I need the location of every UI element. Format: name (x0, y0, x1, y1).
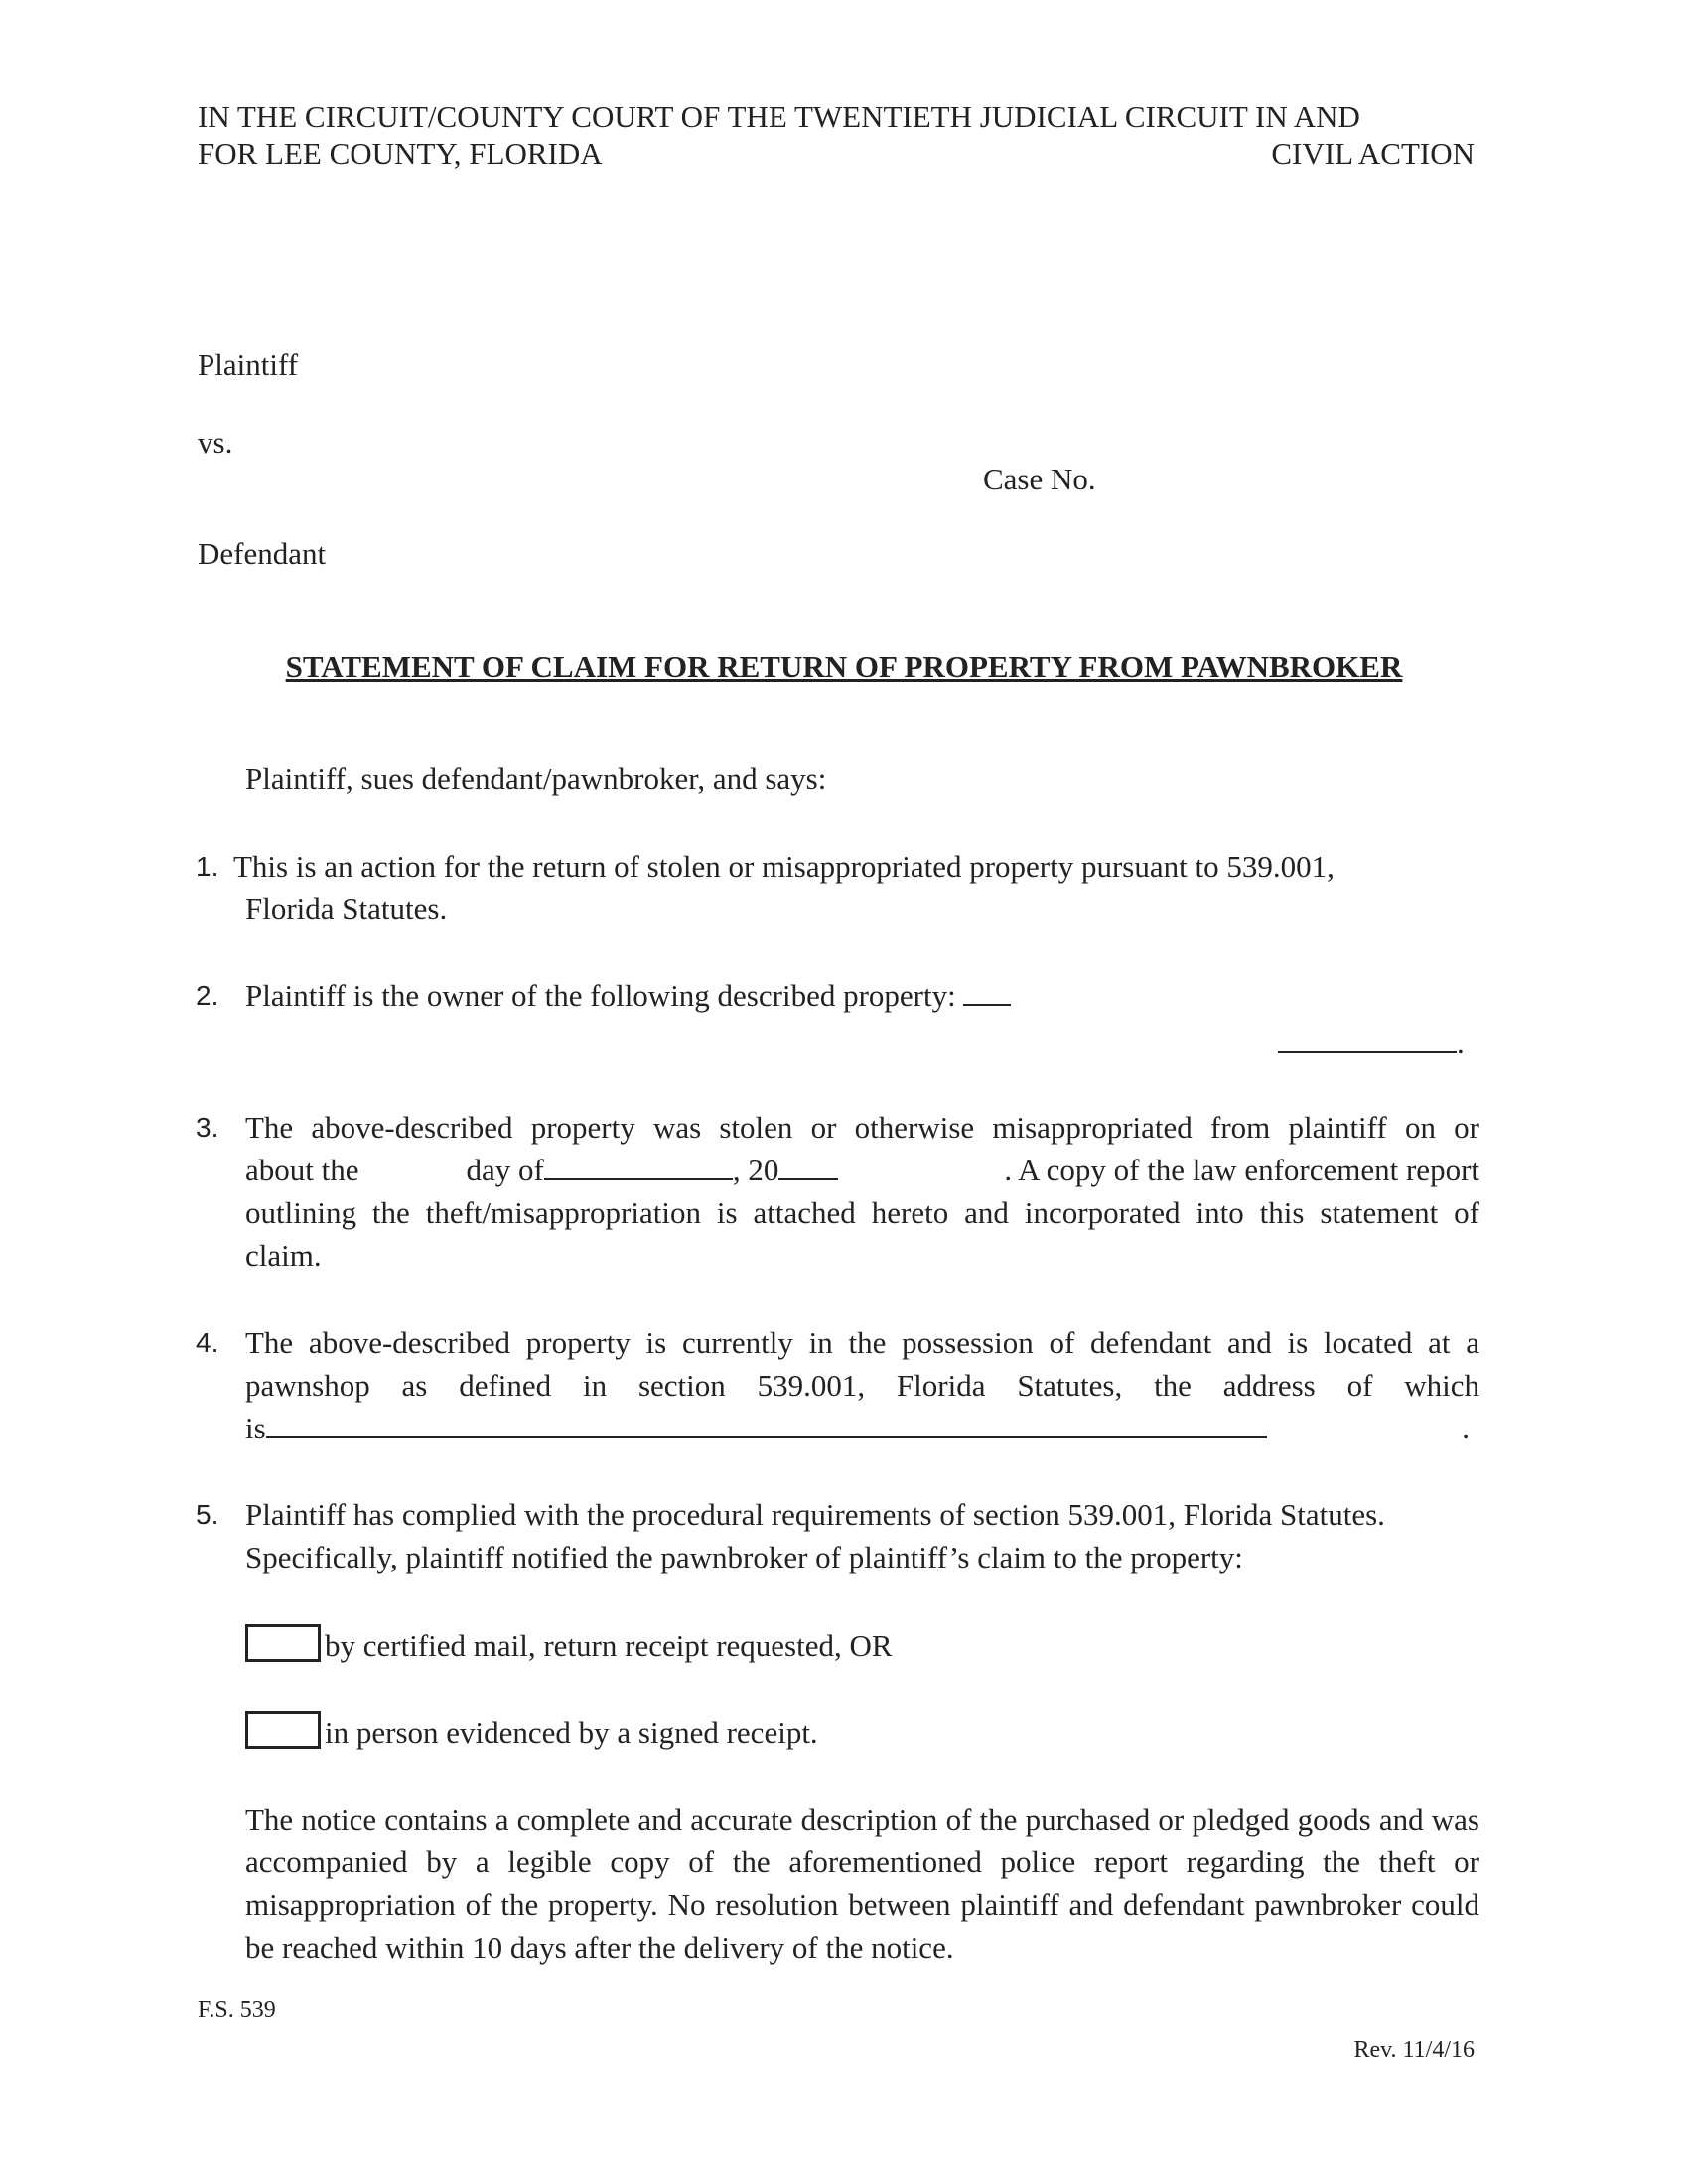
civil-action-label: CIVIL ACTION (1271, 136, 1475, 171)
item-number: 2. (196, 980, 219, 1011)
item-4-line2: pawnshop as defined in section 539.001, Florida Statutes, the address of which (245, 1368, 1479, 1403)
option-certified-mail[interactable] (245, 1624, 893, 1667)
checkbox[interactable] (245, 1711, 321, 1749)
item-1-continuation: Florida Statutes. (245, 891, 448, 926)
period: . (1462, 1411, 1470, 1445)
court-header-line1: IN THE CIRCUIT/COUNTY COURT OF THE TWENTIETH JUDICIAL CIRCUIT IN AND (198, 99, 1360, 134)
item-3-text (245, 1106, 1479, 1277)
plaintiff-label: Plaintiff (198, 347, 299, 382)
item-2-line2 (1278, 1022, 1465, 1064)
copy-report-text: . A copy of the law enforcement report (1004, 1153, 1479, 1187)
about-the-text: about the (245, 1153, 359, 1187)
case-number-label: Case No. (983, 462, 1096, 496)
item-3-line2 (245, 1149, 1479, 1191)
year-prefix: , 20 (732, 1153, 779, 1187)
option-label: by certified mail, return receipt requested, OR (325, 1628, 893, 1663)
statute-reference: F.S. 539 (198, 1997, 276, 2023)
item-5-line1: Plaintiff has complied with the procedural requirements of section 539.001, Florida Statutes. (245, 1497, 1385, 1532)
item-1-text: This is an action for the return of stolen or misappropriated property pursuant to 539.001, (233, 849, 1335, 884)
checkbox[interactable] (245, 1624, 321, 1662)
period: . (1457, 1025, 1465, 1060)
item-3-line3: outlining the theft/misappropriation is attached hereto and incorporated into this statement of (245, 1195, 1479, 1230)
item-4-line1: The above-described property is currently in the possession of defendant and is located at a (245, 1325, 1479, 1360)
item-2-line (245, 974, 1011, 1017)
item-number: 3. (196, 1112, 219, 1143)
item-3-line4: claim. (245, 1238, 322, 1273)
item-number: 5. (196, 1499, 219, 1530)
address-blank[interactable] (266, 1409, 1267, 1438)
month-blank[interactable] (544, 1151, 733, 1180)
revision-date: Rev. 11/4/16 (1353, 2037, 1475, 2063)
defendant-label: Defendant (198, 536, 327, 571)
document-title: STATEMENT OF CLAIM FOR RETURN OF PROPERTY FROM PAWNBROKER (285, 649, 1403, 684)
item-4-line3 (245, 1407, 1479, 1449)
is-text: is (245, 1411, 266, 1445)
day-of-text: day of (466, 1153, 544, 1187)
item-3-line1: The above-described property was stolen or otherwise misappropriated from plaintiff on or (245, 1110, 1479, 1145)
court-header-line2: FOR LEE COUNTY, FLORIDA (198, 136, 603, 171)
option-label: in person evidenced by a signed receipt. (325, 1715, 818, 1750)
item-2-text: Plaintiff is the owner of the following described property: (245, 978, 956, 1013)
intro-text: Plaintiff, sues defendant/pawnbroker, and says: (245, 761, 827, 796)
property-description-blank[interactable] (1278, 1024, 1457, 1053)
option-in-person[interactable] (245, 1711, 818, 1754)
year-blank[interactable] (778, 1151, 838, 1180)
property-blank[interactable] (963, 976, 1011, 1006)
item-number: 1. (196, 851, 219, 882)
item-5-line2: Specifically, plaintiff notified the pawnbroker of plaintiff’s claim to the property: (245, 1540, 1243, 1574)
item-number: 4. (196, 1327, 219, 1358)
closing-paragraph: The notice contains a complete and accurate description of the purchased or pledged goods and was accompanied by a legible copy of the aforementioned police report regarding the theft or misappropriation of the property. No resolution between plaintiff and defendant pawnbroker could be reached within 10 days after the delivery of the notice. (245, 1802, 1479, 1965)
vs-label: vs. (198, 425, 233, 460)
item-4-text (245, 1321, 1479, 1449)
